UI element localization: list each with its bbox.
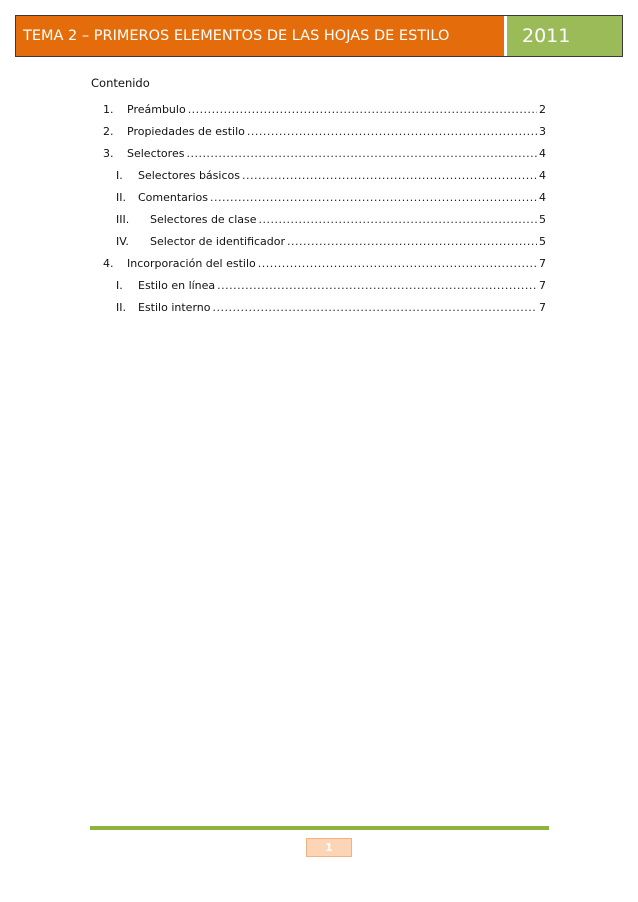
toc-entry-page: 4 [539,147,546,160]
toc-entry-number: 3. [103,147,114,160]
toc-entry-page: 5 [539,213,546,226]
toc-entry[interactable] [103,125,546,139]
toc-entry-number: IV. [116,235,129,248]
toc-entry-page: 4 [539,169,546,182]
toc-leader-dots [258,257,537,271]
toc-entry-label: Selectores [127,147,185,160]
toc-entry-label: Selector de identificador [150,235,286,248]
toc-entry-label: Estilo interno [138,301,211,314]
page-header [15,15,623,57]
toc-entry-number: III. [116,213,130,226]
toc-entry-number: II. [116,301,126,314]
toc-entry[interactable] [103,147,546,161]
toc-entry[interactable] [116,279,546,293]
toc-leader-dots [188,103,537,117]
toc-entry[interactable] [116,213,546,227]
toc-entry-number: 4. [103,257,114,270]
toc-entry-page: 5 [539,235,546,248]
toc-entry-label: Incorporación del estilo [127,257,256,270]
toc-leader-dots [212,301,537,315]
toc-entry-label: Selectores básicos [138,169,240,182]
toc-leader-dots [217,279,537,293]
toc-entry[interactable] [116,235,546,249]
toc-entry-label: Estilo en línea [138,279,216,292]
toc-leader-dots [210,191,537,205]
toc-entry[interactable] [116,169,546,183]
toc-entry-page: 7 [539,279,546,292]
toc-entry-page: 4 [539,191,546,204]
toc-entry-page: 2 [539,103,546,116]
footer-page-number: 1 [306,838,352,857]
toc-entry-page: 7 [539,301,546,314]
toc-entry-label: Selectores de clase [150,213,257,226]
toc-entry-page: 3 [539,125,546,138]
header-title: TEMA 2 – PRIMEROS ELEMENTOS DE LAS HOJAS DE ESTILO [16,16,507,56]
toc-leader-dots [247,125,537,139]
toc-entry-page: 7 [539,257,546,270]
toc-entry[interactable] [103,257,546,271]
footer-divider [90,826,549,830]
toc-entry[interactable] [103,103,546,117]
toc-leader-dots [186,147,537,161]
header-year: 2011 [507,16,622,56]
toc-entry-number: 2. [103,125,114,138]
toc-entry-number: I. [116,279,123,292]
toc-entry-number: I. [116,169,123,182]
toc-entry[interactable] [116,191,546,205]
toc-heading: Contenido [91,76,150,90]
toc-entry-label: Preámbulo [127,103,186,116]
toc-entry[interactable] [116,301,546,315]
toc-entry-number: II. [116,191,126,204]
toc-leader-dots [287,235,537,249]
toc-leader-dots [259,213,537,227]
toc-entry-label: Propiedades de estilo [127,125,245,138]
toc-leader-dots [242,169,537,183]
toc-entry-number: 1. [103,103,114,116]
toc-entry-label: Comentarios [138,191,208,204]
